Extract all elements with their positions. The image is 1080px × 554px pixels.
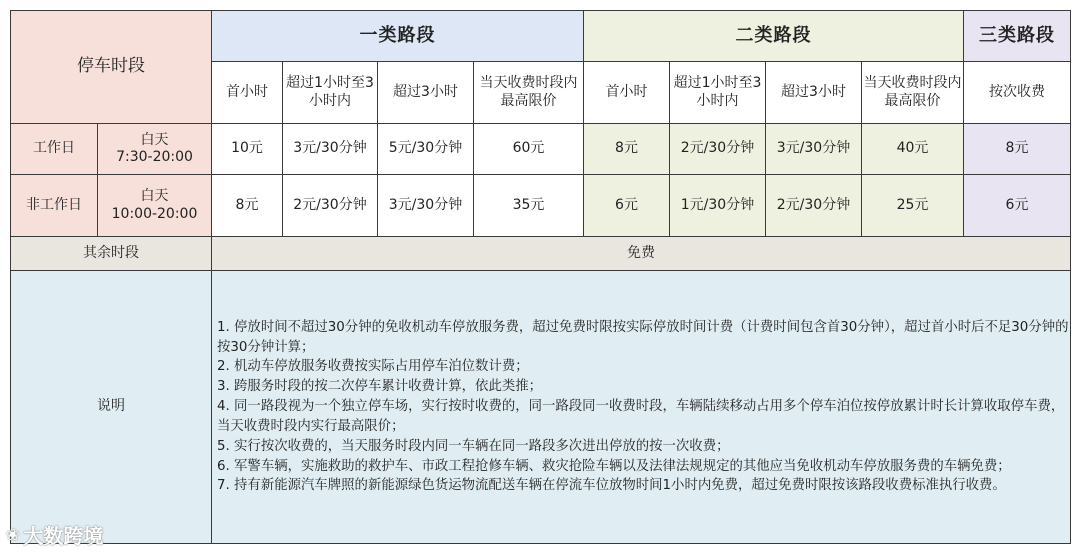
parking-fee-table [10, 10, 1071, 544]
fee-cell: 2元/30分钟 [766, 175, 862, 237]
category-class1-header: 一类路段 [212, 11, 584, 62]
table-row-notes [11, 271, 1071, 544]
fee-cell: 1元/30分钟 [670, 175, 766, 237]
parking-period-header: 停车时段 [11, 11, 212, 124]
fee-cell: 3元/30分钟 [378, 175, 474, 237]
other-periods-value: 免费 [212, 237, 1071, 271]
notes-list [217, 318, 1070, 496]
time-label: 白天 [140, 188, 169, 204]
subheader-class1-1to3-hours: 超过1小时至3小时内 [283, 62, 378, 124]
note-item: 4. 同一路段视为一个独立停车场，实行按时收费的，同一路段同一收费时段，车辆陆续移动占用多个停车泊位按停放累计时长计算收取停车费，当天收费时段内实行最高限价； [217, 399, 1065, 434]
category-class3-header: 三类路段 [964, 11, 1071, 62]
fee-cell: 8元 [212, 175, 283, 237]
note-item: 1. 停放时间不超过30分钟的免收机动车停放服务费，超过免费时限按实际停放时间计费（计费时间包含首30分钟），超过首小时后不足30分钟的按30分钟计算； [217, 319, 1069, 355]
subheader-class1-first-hour: 首小时 [212, 62, 283, 124]
notes-label: 说明 [11, 271, 212, 544]
fee-cell: 8元 [964, 124, 1071, 175]
fee-cell: 3元/30分钟 [283, 124, 378, 175]
time-range-cell [98, 175, 212, 237]
fee-cell: 40元 [862, 124, 964, 175]
note-item: 6. 军警车辆，实施救助的救护车、市政工程抢修车辆、救灾抢险车辆以及法律法规规定的其他应当免收机动车停放服务费的车辆免费； [217, 458, 1011, 474]
notes-content [212, 271, 1071, 544]
day-type-cell: 工作日 [11, 124, 98, 175]
time-range: 10:00-20:00 [111, 205, 198, 222]
fee-cell: 10元 [212, 124, 283, 175]
fee-cell: 6元 [964, 175, 1071, 237]
table-row-non-workday [11, 175, 1071, 237]
table-row-workday [11, 124, 1071, 175]
time-label: 白天 [140, 131, 169, 148]
day-type-cell: 非工作日 [11, 175, 98, 237]
table-row-other-periods [11, 237, 1071, 271]
fee-cell: 3元/30分钟 [766, 124, 862, 175]
fee-cell: 2元/30分钟 [670, 124, 766, 175]
fee-cell: 5元/30分钟 [378, 124, 474, 175]
subheader-class2-first-hour: 首小时 [584, 62, 670, 124]
note-item: 3. 跨服务时段的按二次停车累计收费计算，依此类推； [217, 379, 543, 395]
brand-logo-icon: ❀ [6, 525, 20, 544]
subheader-class3-per-visit: 按次收费 [964, 62, 1071, 124]
note-item: 2. 机动车停放服务收费按实际占用停车泊位数计费； [217, 359, 529, 375]
fee-cell: 2元/30分钟 [283, 175, 378, 237]
subheader-class2-over-3-hours: 超过3小时 [766, 62, 862, 124]
note-item: 5. 实行按次收费的，当天服务时段内同一车辆在同一路段多次进出停放的按一次收费； [217, 438, 730, 454]
other-periods-label: 其余时段 [11, 237, 212, 271]
subheader-class1-daily-cap: 当天收费时段内最高限价 [474, 62, 584, 124]
header-row-categories [11, 11, 1071, 62]
subheader-class2-daily-cap: 当天收费时段内最高限价 [862, 62, 964, 124]
fee-cell: 8元 [584, 124, 670, 175]
fee-cell: 60元 [474, 124, 584, 175]
fee-cell: 25元 [862, 175, 964, 237]
subheader-class1-over-3-hours: 超过3小时 [378, 62, 474, 124]
time-range-cell [98, 124, 212, 175]
time-range: 7:30-20:00 [116, 149, 193, 165]
watermark-text: 大数跨境 [23, 524, 104, 548]
note-item: 7. 持有新能源汽车牌照的新能源绿色货运物流配送车辆在停流车位放物时间1小时内免费，超过免费时限按该路段收费标准执行收费。 [217, 478, 1006, 494]
category-class2-header: 二类路段 [584, 11, 964, 62]
fee-cell: 35元 [474, 175, 584, 237]
subheader-class2-1to3-hours: 超过1小时至3小时内 [670, 62, 766, 124]
fee-cell: 6元 [584, 175, 670, 237]
watermark [6, 520, 103, 549]
